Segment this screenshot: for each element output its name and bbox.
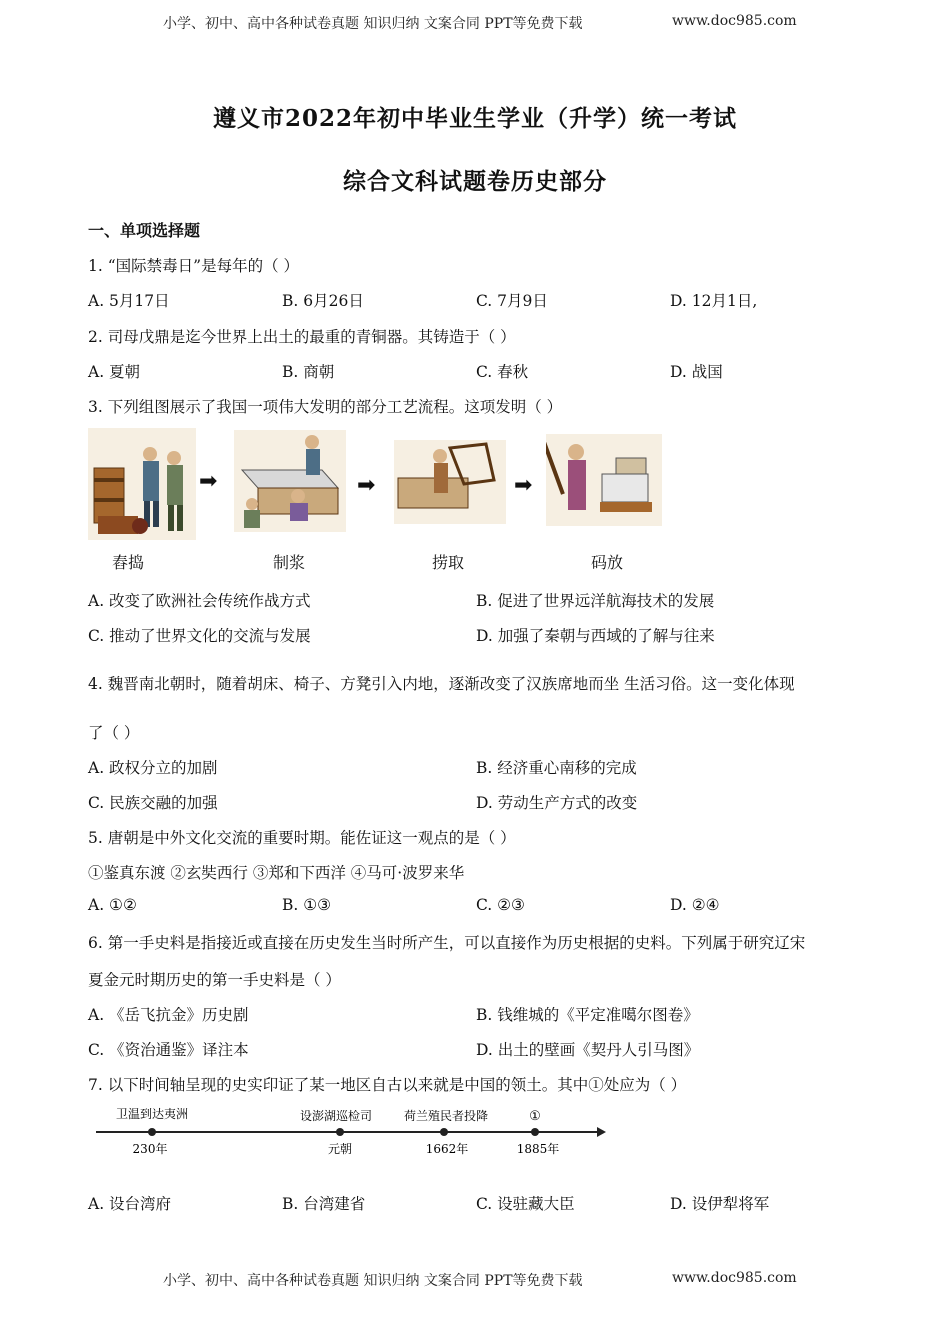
question-2-stem: 2. 司母戊鼎是迄今世界上出土的最重的青铜器。其铸造于（ ）	[88, 328, 516, 346]
q2-option-b: B. 商朝	[282, 363, 335, 381]
q3-option-a: A. 改变了欧洲社会传统作战方式	[88, 592, 311, 610]
arrow-icon: ➡	[514, 473, 533, 498]
question-6-stem-cont: 夏金元时期历史的第一手史料是（ ）	[88, 971, 341, 989]
caption-pounding: 舂捣	[112, 553, 145, 572]
q4-option-b: B. 经济重心南移的完成	[476, 759, 637, 777]
question-5-items: ①鉴真东渡 ②玄奘西行 ③郑和下西洋 ④马可·波罗来华	[88, 864, 465, 882]
timeline-event-2: 设澎湖巡检司	[299, 1109, 373, 1123]
footer-left: 小学、初中、高中各种试卷真题 知识归纳 文案合同 PPT等免费下载	[163, 1273, 583, 1289]
footer-url[interactable]: www.doc985.com	[672, 1270, 797, 1286]
section-heading: 一、单项选择题	[88, 221, 201, 240]
timeline-date-2: 元朝	[327, 1142, 353, 1156]
timeline-date-4: 1885年	[516, 1142, 560, 1156]
question-7-stem: 7. 以下时间轴呈现的史实印证了某一地区自古以来就是中国的领土。其中①处应为（ ）	[88, 1076, 687, 1094]
timeline-date-1: 230年	[132, 1142, 168, 1156]
page-title: 遵义市2022年初中毕业生学业（升学）统一考试	[212, 105, 737, 132]
q2-option-d: D. 战国	[670, 363, 723, 381]
q1-option-b: B. 6月26日	[282, 292, 364, 310]
q3-option-d: D. 加强了秦朝与西域的了解与往来	[476, 627, 715, 645]
timeline-date-3: 1662年	[425, 1142, 469, 1156]
q6-option-a: A. 《岳飞抗金》历史剧	[88, 1006, 249, 1024]
q2-option-c: C. 春秋	[476, 363, 529, 381]
q3-option-c: C. 推动了世界文化的交流与发展	[88, 627, 311, 645]
question-4-stem: 4. 魏晋南北朝时，随着胡床、椅子、方凳引入内地，逐渐改变了汉族席地而坐 生活习俗。这一变化体现	[88, 675, 795, 693]
question-5-stem: 5. 唐朝是中外文化交流的重要时期。能佐证这一观点的是（ ）	[88, 829, 516, 847]
timeline-event-1: 卫温到达夷洲	[115, 1107, 189, 1121]
q6-option-b: B. 钱维城的《平定准噶尔图卷》	[476, 1006, 699, 1024]
q5-option-d: D. ②④	[670, 896, 720, 914]
q7-option-d: D. 设伊犁将军	[670, 1195, 770, 1213]
question-6-stem: 6. 第一手史料是指接近或直接在历史发生当时所产生，可以直接作为历史根据的史料。下列属于研究辽宋	[88, 934, 806, 952]
question-4-stem-cont: 了（ ）	[88, 724, 140, 742]
question-3-stem: 3. 下列组图展示了我国一项伟大发明的部分工艺流程。这项发明（ ）	[88, 398, 563, 416]
q5-option-b: B. ①③	[282, 896, 332, 914]
timeline-dot	[336, 1128, 344, 1136]
q5-option-c: C. ②③	[476, 896, 525, 914]
q6-option-c: C. 《资治通鉴》译注本	[88, 1041, 249, 1059]
q3-option-b: B. 促进了世界远洋航海技术的发展	[476, 592, 715, 610]
header-left: 小学、初中、高中各种试卷真题 知识归纳 文案合同 PPT等免费下载	[163, 16, 583, 32]
caption-pulping: 制浆	[273, 553, 306, 572]
timeline-event-3: 荷兰殖民者投降	[403, 1109, 489, 1123]
q1-option-c: C. 7月9日	[476, 292, 548, 310]
stacking-illustration	[546, 434, 662, 526]
q7-option-c: C. 设驻藏大臣	[476, 1195, 575, 1213]
q4-option-c: C. 民族交融的加强	[88, 794, 218, 812]
timeline-dot	[531, 1128, 539, 1136]
timeline-dot	[440, 1128, 448, 1136]
timeline-event-4: ①	[529, 1109, 541, 1124]
question-1-stem: 1. “国际禁毒日”是每年的（ ）	[88, 257, 299, 275]
q4-option-a: A. 政权分立的加剧	[88, 759, 218, 777]
page-subtitle: 综合文科试题卷历史部分	[343, 168, 607, 195]
q4-option-d: D. 劳动生产方式的改变	[476, 794, 638, 812]
q5-option-a: A. ①②	[88, 896, 137, 914]
q7-option-a: A. 设台湾府	[88, 1195, 172, 1213]
pounding-illustration	[88, 428, 196, 540]
header-url[interactable]: www.doc985.com	[672, 13, 797, 29]
scooping-illustration	[394, 440, 506, 524]
timeline-dot	[148, 1128, 156, 1136]
q2-option-a: A. 夏朝	[88, 363, 141, 381]
q1-option-d: D. 12月1日,	[670, 292, 758, 310]
caption-stacking: 码放	[591, 553, 624, 572]
caption-scooping: 捞取	[432, 553, 465, 572]
arrow-icon: ➡	[357, 473, 376, 498]
q7-option-b: B. 台湾建省	[282, 1195, 366, 1213]
pulping-illustration	[234, 430, 346, 532]
timeline	[92, 1102, 612, 1162]
q1-option-a: A. 5月17日	[88, 292, 170, 310]
q6-option-d: D. 出土的壁画《契丹人引马图》	[476, 1041, 700, 1059]
arrow-icon: ➡	[199, 469, 218, 494]
